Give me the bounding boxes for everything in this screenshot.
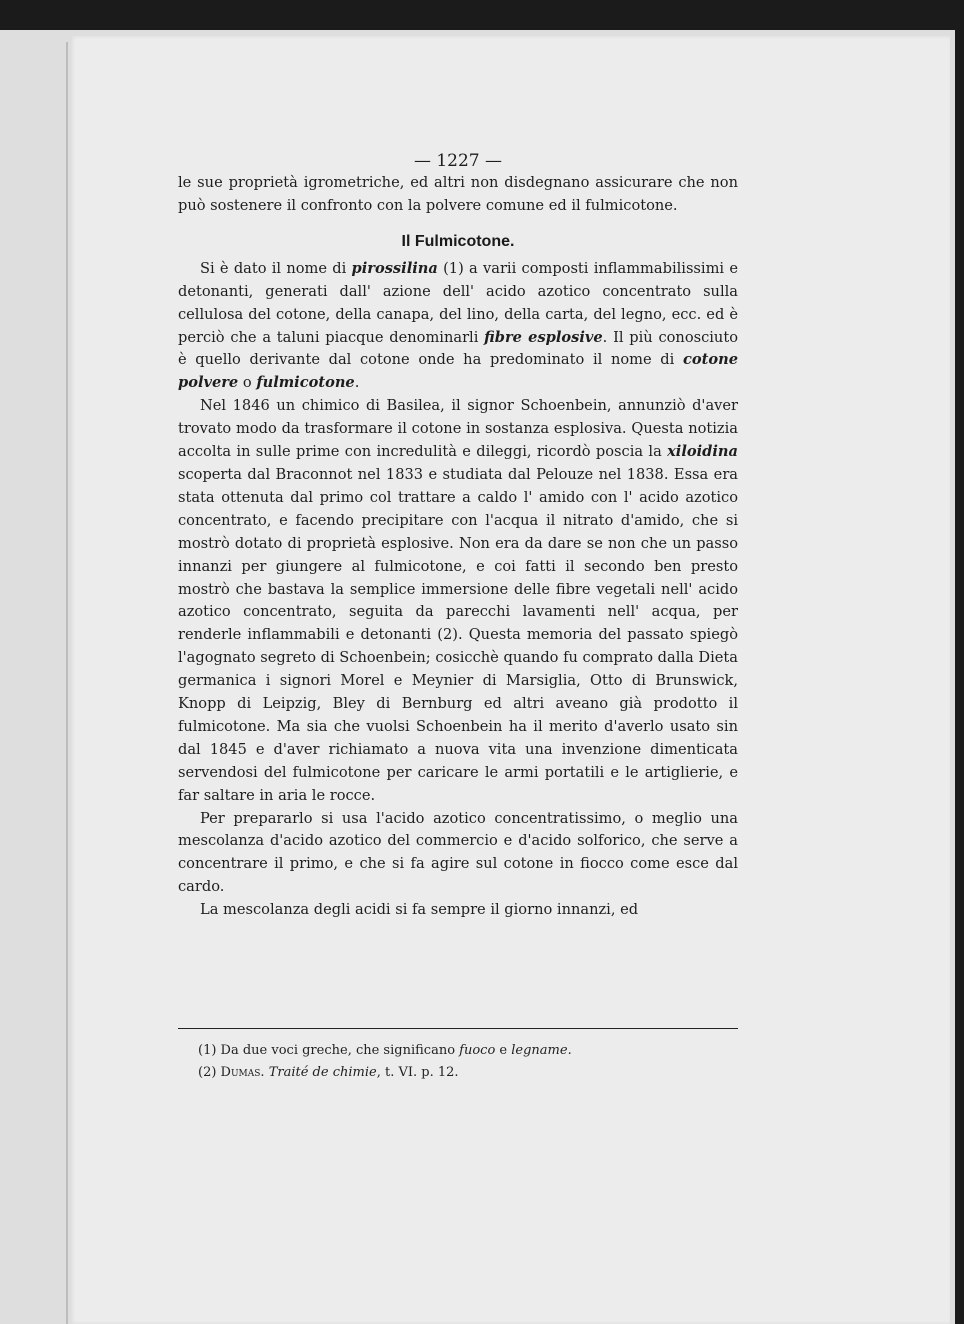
p1-text-g: o [238,374,257,392]
page-edge [66,42,68,1324]
page-number: — 1227 — [413,151,503,171]
fn1-text-a: (1) Da due voci greche, che significano [198,1043,460,1058]
paragraph-1 [178,258,738,395]
p2-text-a: Nel 1846 un chimico di Basilea, il signor Schoenbein, annunziò d'aver trovato modo da trasformare il cotone in sostanza esplosiva. Questa notizia accolta in sulle prime con incredulità e dileggi, ricordò poscia la [178,397,738,461]
p1-text-i: . [354,374,360,392]
fn2-title: Traité de chimie [268,1065,377,1080]
p1-text-c: (1) a varii composti inflammabilissimi e detonanti, generati dall' azione dell' acido azotico concentrato sulla cellulosa del cotone, della canapa, del lino, della carta, del legno, ecc. ed è perciò che a taluni piacque denominarli [178,259,738,346]
fn2-text-a: (2) [198,1065,221,1080]
paragraph-2 [178,395,738,807]
intro-paragraph: le sue proprietà igrometriche, ed altri non disdegnano assicurare che non può sostenere il confronto con la polvere comune ed il fulmicotone. [178,174,738,214]
p1-term-fulmicotone: fulmicotone [256,374,355,392]
p1-text-e: . Il più conosciuto è quello derivante dal cotone onde ha predominato il nome di [178,328,738,369]
p1-term-fibre-esplosive: fibre esplosive [484,328,603,346]
p1-text-a: Si è dato il nome di [200,259,352,277]
footnotes [198,1040,718,1084]
paragraph-3: Per prepararlo si usa l'acido azotico concentratissimo, o meglio una mescolanza d'acido azotico del commercio e d'acido solforico, che serve a concentrare il primo, e che si fa agire sul cotone in fiocco come esce dal cardo. [178,809,738,896]
footnote-1 [198,1040,718,1062]
p2-text-c: scoperta dal Braconnot nel 1833 e studiata dal Pelouze nel 1838. Essa era stata ottenuta dal primo col trattare a caldo l' amido con l' acido azotico concentrato, e facendo precipitare con l'acqua il nitrato d'amido, che si mostrò dotato di proprietà esplosive. Non era da dare se non che un passo innanzi per giungere al fulmicotone, e coi fatti il secondo ben presto mostrò che bastava la semplice immersione delle fibre vegetali nell' acido azotico concentrato, seguita da parecchi lavamenti nell' acqua, per renderle inflammabili e detonanti (2). Questa memoria del passato spiegò l'agognato segreto di Schoenbein; cosicchè quando fu comprato dalla Dieta germanica i signori Morel e Meynier di Marsiglia, Otto di Brunswick, Knopp di Leipzig, Bley di Bernburg ed altri aveano già prodotto il fulmicotone. Ma sia che vuolsi Schoenbein ha il merito d'averlo usato sin dal 1845 e d'aver richiamato a nuova vita una invenzione dimenticata servendosi del fulmicotone per caricare le armi portatili e le artiglierie, e far saltare in aria le rocce. [178,465,738,804]
p2-term-xiloidina: xiloidina [667,443,738,461]
fn1-word-legname: legname. [511,1043,572,1058]
footnote-rule [178,1028,738,1029]
fn2-text-e: , t. VI. p. 12. [376,1065,459,1080]
paragraph-4: La mescolanza degli acidi si fa sempre il giorno innanzi, ed [200,901,639,919]
footnote-2 [198,1062,718,1084]
p1-term-cotone-polvere: cotone polvere [178,351,738,392]
p1-term-pirossilina: pirossilina [351,259,438,277]
section-heading: Il Fulmicotone. [401,232,515,250]
fn2-author: Dumas. [220,1065,265,1080]
fn1-text-c: e [495,1043,512,1058]
text-block [178,150,738,922]
fn1-word-fuoco: fuoco [459,1043,496,1058]
